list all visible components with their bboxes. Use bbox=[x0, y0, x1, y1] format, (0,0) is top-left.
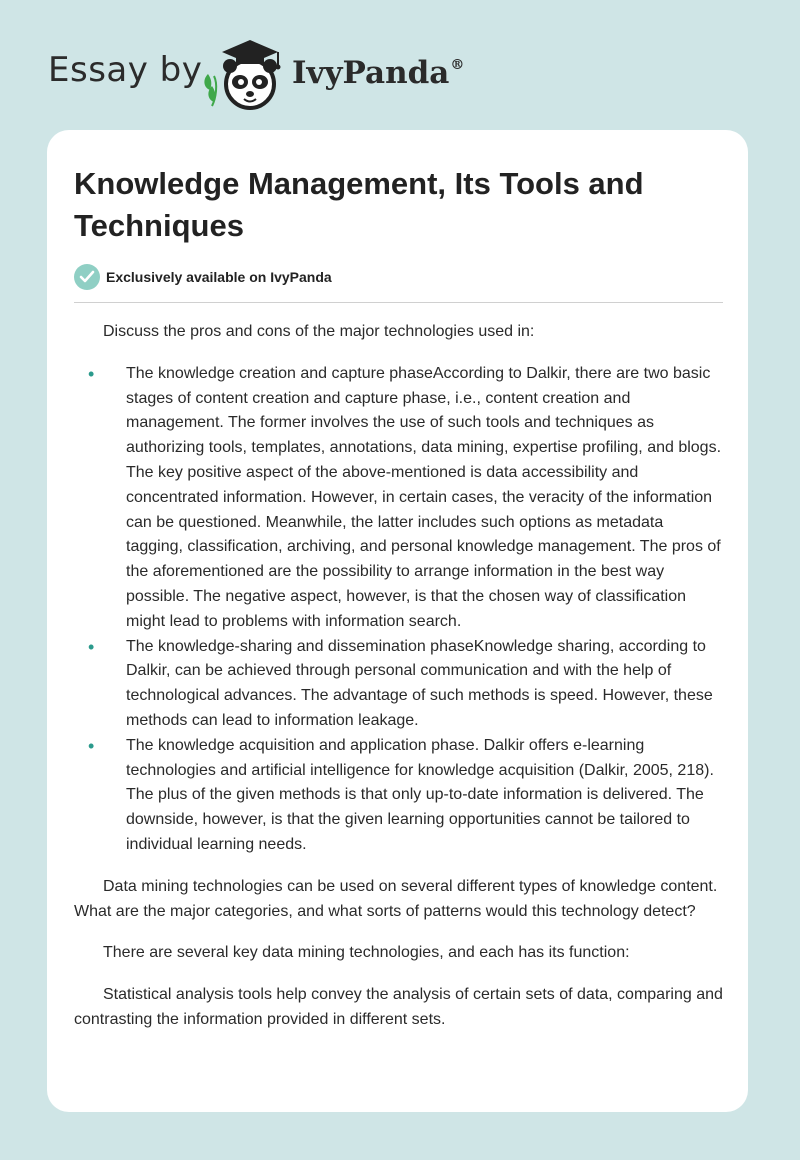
registered-mark: ® bbox=[450, 57, 465, 73]
list-item bbox=[74, 635, 723, 734]
divider bbox=[74, 302, 723, 303]
list-item-text: The knowledge creation and capture phaseAccording to Dalkir, there are two basic stages of content creation and capture phase, i.e., content creation and management. The former involves the use of such tools and techniques as authorizing tools, templates, annotations, data mining, expertise profiling, and blogs. The key positive aspect of the above-mentioned is data accessibility and concentrated information. However, in certain cases, the veracity of the information can be questioned. Meanwhile, the latter includes such options as metadata tagging, classification, archiving, and personal knowledge management. The pros of the aforementioned are the possibility to arrange information in the best way possible. The negative aspect, however, is that the chosen way of classification might lead to problems with information search. bbox=[126, 364, 722, 630]
bullet-dot-icon: • bbox=[88, 735, 95, 756]
list-item bbox=[74, 362, 723, 635]
essay-by-label: Essay by bbox=[48, 50, 203, 90]
page-title: Knowledge Management, Its Tools and Techniques bbox=[74, 166, 644, 243]
body-paragraph: Statistical analysis tools help convey the analysis of certain sets of data, comparing and contrasting the information provided in different sets. bbox=[74, 986, 723, 1028]
bullet-list bbox=[74, 362, 723, 858]
exclusive-badge bbox=[74, 263, 332, 291]
essay-card bbox=[47, 130, 748, 1112]
list-item-text: The knowledge acquisition and application phase. Dalkir offers e-learning technologies and artificial intelligence for knowledge acquisition (Dalkir, 2005, 218). The plus of the given methods is that only up-to-date information is delivered. The downside, however, is that the given learning opportunities cannot be tailored to individual learning needs. bbox=[126, 736, 714, 853]
body-paragraph: There are several key data mining technologies, and each has its function: bbox=[103, 944, 630, 962]
panda-logo-icon[interactable] bbox=[200, 36, 290, 110]
brand-text: IvyPanda bbox=[292, 55, 450, 91]
essay-body bbox=[74, 320, 723, 1033]
brand-name[interactable] bbox=[292, 55, 464, 91]
intro-paragraph: Discuss the pros and cons of the major technologies used in: bbox=[103, 323, 535, 340]
site-header bbox=[0, 0, 800, 130]
badge-label: Exclusively available on IvyPanda bbox=[106, 269, 332, 285]
bullet-dot-icon: • bbox=[88, 363, 95, 384]
body-paragraph: Data mining technologies can be used on several different types of knowledge content. What are the major categories, and what sorts of patterns would this technology detect? bbox=[74, 877, 718, 920]
list-item bbox=[74, 734, 723, 858]
bullet-dot-icon: • bbox=[88, 636, 95, 657]
check-circle-icon bbox=[74, 264, 100, 290]
list-item-text: The knowledge-sharing and dissemination phaseKnowledge sharing, according to Dalkir, can be achieved through personal communication and with the help of technological advances. The advantage of such methods is speed. However, these methods can lead to information leakage. bbox=[126, 637, 713, 729]
